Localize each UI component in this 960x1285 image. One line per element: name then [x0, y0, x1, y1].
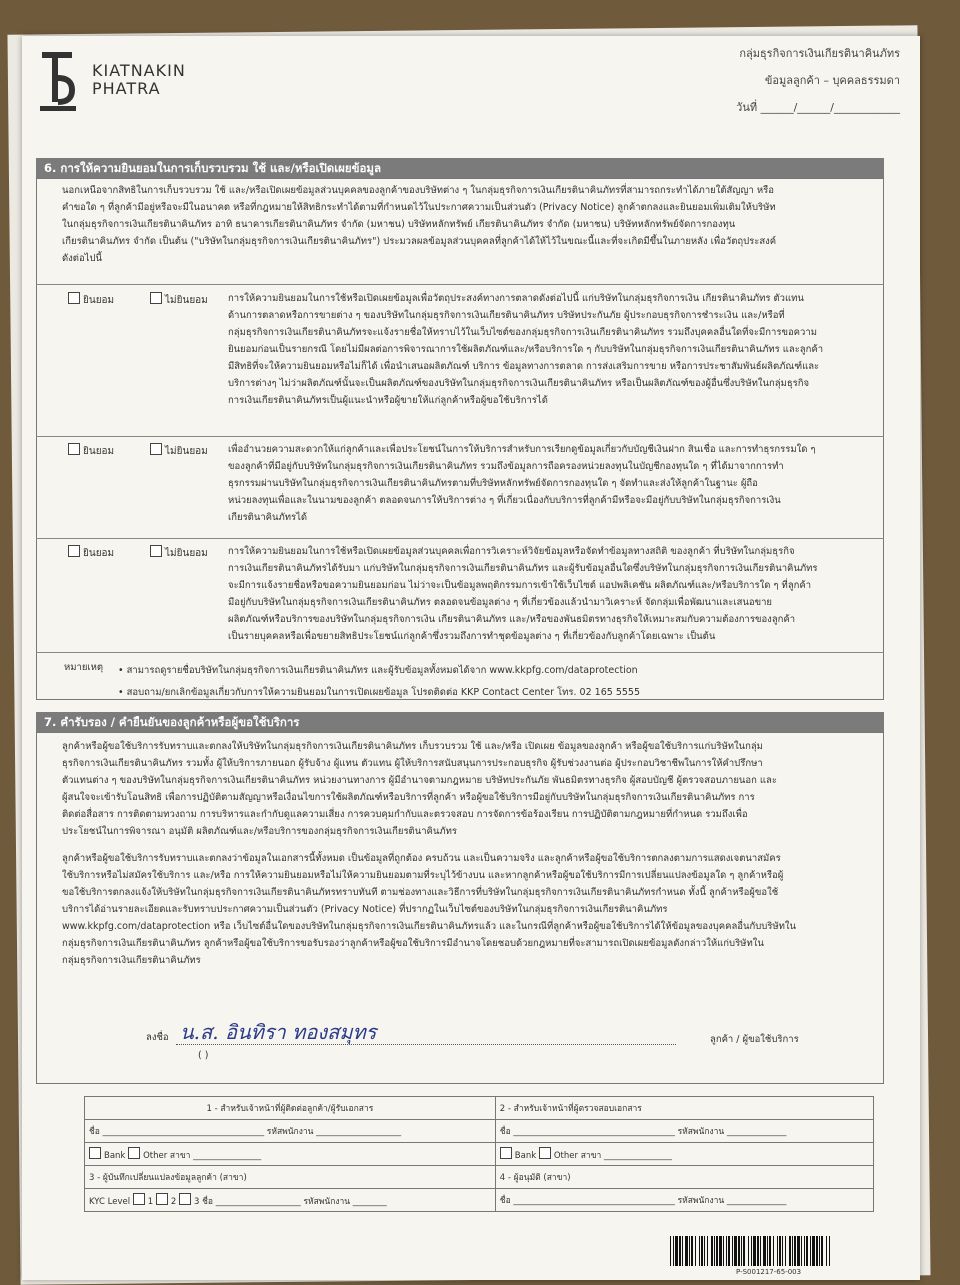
no-consent-option-2[interactable]: ไม่ยินยอม — [150, 443, 208, 459]
remarks: • สามารถดูรายชื่อบริษัทในกลุ่มธุรกิจการเงินเกียรตินาคินภัทร และผู้รับข้อมูลทั้งหมดได้จาก www.kkpfg.com/dataprotection • สอบถาม/ยกเลิกข้อมูลเกี่ยวกับการให้ความยินยอมในการเปิดเผยข้อมูล โปรดติดต่อ KKP Contact Center โทร. 02 165 5555 — [118, 665, 640, 698]
consent-item-1-text: การให้ความยินยอมในการใช้หรือเปิดเผยข้อมูลเพื่อวัตถุประสงค์ทางการตลาดดังต่อไปนี้ แก่บริษัทในกลุ่มธุรกิจการเงิน เกียรตินาคินภัทร ตัวแทน ด้านการตลาดหรือการขายต่าง ๆ ของบริษัทในกลุ่มธุรกิจการเงินเกียรตินาคินภัทร บริษัทประกันภัย ผู้ประกอบธุรกิจการชำระเงิน และ/หรือที่ กลุ่มธุรกิจการเงินเกียรตินาคินภัทรจะแจ้งรายชื่อให้ทราบไว้ในเว็บไซต์ของกลุ่มธุรกิจการเงินเกียรตินาคินภัทร รวมถึงบุคคลอื่นใดที่จะมีการขอความ ยินยอมก่อนเป็นรายกรณี โดยไม่มีผลต่อการพิจารณาการใช้ผลิตภัณฑ์และ/หรือบริการใด ๆ กับบริษัทในกลุ่มธุรกิจการเงินเกียรตินาคินภัทร และลูกค้า มีสิทธิที่จะให้ความยินยอมหรือไม่ก็ได้ เพื่อนำเสนอผลิตภัณฑ์ บริการ ข้อมูลทางการตลาด การส่งเสริมการขาย หรือการประชาสัมพันธ์ผลิตภัณฑ์และ บริการต่างๆ ไม่ว่าผลิตภัณฑ์นั้นจะเป็นผลิตภัณฑ์ของบริษัทในกลุ่มธุรกิจการเงินเกียรตินาคินภัทร หรือเป็นผลิตภัณฑ์ของผู้อื่นซึ่งบริษัทในกลุ่มธุรกิจ การเงินเกียรตินาคินภัทรเป็นผู้แนะนำหรือผู้ขายให้แก่ลูกค้าหรือผู้ขอใช้บริการได้ — [228, 293, 824, 406]
bank-checkbox[interactable] — [500, 1147, 512, 1159]
no-consent-checkbox-3[interactable] — [150, 545, 162, 557]
divider — [36, 284, 884, 285]
remark-label: หมายเหตุ — [64, 662, 104, 673]
box4-title: 4 - ผู้อนุมัติ (สาขา) — [495, 1166, 873, 1189]
divider — [36, 436, 884, 437]
section7-para2: ลูกค้าหรือผู้ขอใช้บริการรับทราบและตกลงว่าข้อมูลในเอกสารนี้ทั้งหมด เป็นข้อมูลที่ถูกต้อง ครบถ้วน และเป็นความจริง และลูกค้าหรือผู้ขอใช้บริการตกลงตามการแสดงเจตนาสมัคร ใช้บริการหรือไม่สมัครใช้บริการ และ/หรือ การให้ความยินยอมหรือไม่ให้ความยินยอมตามที่ระบุไว้ข้างบน และหากลูกค้าหรือผู้ขอใช้บริการมีการเปลี่ยนแปลงข้อมูลใด ๆ ลูกค้าหรือผู้ ขอใช้บริการตกลงแจ้งให้บริษัทในกลุ่มธุรกิจการเงินเกียรตินาคินภัทรทราบทันที ตามช่องทางและวิธีการที่บริษัทในกลุ่มธุรกิจการเงินเกียรตินาคินภัทรกำหนด ทั้งนี้ ลูกค้าหรือผู้ขอใช้ บริการได้อ่านรายละเอียดและรับทราบประกาศความเป็นส่วนตัว (Privacy Notice) ที่ปรากฏในเว็บไซต์ของบริษัทในกลุ่มธุรกิจการเงินเกียรตินาคินภัทร www.kkpfg.com/dataprotection หรือ เว็บไซต์อื่นใดของบริษัทในกลุ่มธุรกิจการเงินเกียรตินาคินภัทรแล้ว และในกรณีที่ลูกค้าหรือผู้ขอใช้บริการได้ให้ข้อมูลของบุคคลอื่นกับบริษัทใน กลุ่มธุรกิจการเงินเกียรตินาคินภัทร ลูกค้าหรือผู้ขอใช้บริการขอรับรองว่าลูกค้าหรือผู้ขอใช้บริการมีอำนาจโดยชอบด้วยกฎหมายที่จะสามารถเปิดเผยข้อมูลดังกล่าวให้แก่บริษัทใน กลุ่มธุรกิจการเงินเกียรตินาคินภัทร — [62, 853, 797, 966]
consent-item-3-text: การให้ความยินยอมในการใช้หรือเปิดเผยข้อมูลส่วนบุคคลเพื่อการวิเคราะห์วิจัยข้อมูลหรือจัดทำข้อมูลทางสถิติ ของลูกค้า ที่บริษัทในกลุ่มธุรกิจ การเงินเกียรตินาคินภัทรได้รับมา แก่บริษัทในกลุ่มธุรกิจการเงินเกียรตินาคินภัทร และผู้รับข้อมูลอื่นใดซึ่งบริษัทในกลุ่มธุรกิจการเงินเกียรตินาคินภัทร จะมีการแจ้งรายชื่อหรือขอความยินยอมก่อน ไม่ว่าจะเป็นข้อมูลพฤติกรรมการเข้าใช้เว็บไซต์ แอปพลิเคชัน ผลิตภัณฑ์และ/หรือบริการใด ๆ ที่ลูกค้า มีอยู่กับบริษัทในกลุ่มธุรกิจการเงินเกียรตินาคินภัทร ตลอดจนข้อมูลต่าง ๆ ที่เกี่ยวข้องแล้วนำมาวิเคราะห์ จัดกลุ่มเพื่อพัฒนาและเสนอขาย ผลิตภัณฑ์หรือบริการของบริษัทในกลุ่มธุรกิจการเงิน เกียรตินาคินภัทร และ/หรือของพันธมิตรทางธุรกิจให้เหมาะสมกับความต้องการของลูกค้า เป็นรายบุคคลหรือเพื่อขยายสิทธิประโยชน์แก่ลูกค้าซึ่งรวมถึงการทำชุดข้อมูลต่าง ๆ ที่เกี่ยวข้องกับลูกค้าโดยเฉพาะ เป็นต้น — [228, 546, 818, 642]
consent-option-3[interactable]: ยินยอม — [68, 545, 114, 561]
no-consent-option-3[interactable]: ไม่ยินยอม — [150, 545, 208, 561]
divider — [36, 538, 884, 539]
group-name: กลุ่มธุรกิจการเงินเกียรตินาคินภัทร — [739, 47, 900, 60]
section7-para1: ลูกค้าหรือผู้ขอใช้บริการรับทราบและตกลงให้บริษัทในกลุ่มธุรกิจการเงินเกียรตินาคินภัทร เก็บรวบรวม ใช้ และ/หรือ เปิดเผย ข้อมูลของลูกค้า หรือผู้ขอใช้บริการแก่บริษัทในกลุ่ม ธุรกิจการเงินเกียรตินาคินภัทร รวมทั้ง ผู้ให้บริการภายนอก ผู้รับจ้าง ผู้แทน ตัวแทน ผู้ให้บริการสนับสนุนการประกอบธุรกิจ ผู้รับช่วงงานต่อ ผู้ประกอบวิชาชีพในการให้คำปรึกษา ตัวแทนต่าง ๆ ของบริษัทในกลุ่มธุรกิจการเงินเกียรตินาคินภัทร หน่วยงานทางการ ผู้มีอำนาจตามกฎหมาย บริษัทประกันภัย พันธมิตรทางธุรกิจ ผู้สอบบัญชี ผู้ตรวจสอบภายนอก และ ผู้สนใจจะเข้ารับโอนสิทธิ เพื่อการปฏิบัติตามสัญญาหรือเงื่อนไขการใช้ผลิตภัณฑ์หรือบริการที่ลูกค้า หรือผู้ขอใช้บริการมีอยู่กับบริษัทในกลุ่มธุรกิจการเงินเกียรตินาคินภัทร การ ติดต่อสื่อสาร การติดตามทวงถาม การบริหารและกำกับดูแลความเสี่ยง การควบคุมกำกับและตรวจสอบ การจัดการข้อร้องเรียน การปฏิบัติตามกฎหมายที่กำหนด รวมถึงเพื่อ ประโยชน์ในการพิจารณา อนุมัติ ผลิตภัณฑ์และ/หรือบริการของกลุ่มธุรกิจการเงินเกียรตินาคินภัทร — [62, 741, 777, 837]
bank-checkbox[interactable] — [89, 1147, 101, 1159]
no-consent-option-1[interactable]: ไม่ยินยอม — [150, 292, 208, 308]
date-field: วันที่ ______/______/____________ — [736, 101, 900, 114]
consent-item-2-text: เพื่ออำนวยความสะดวกให้แก่ลูกค้าและเพื่อประโยชน์ในการให้บริการสำหรับการเรียกดูข้อมูลเกี่ยวกับบัญชีเงินฝาก สินเชื่อ และการทำธุรกรรมใด ๆ ของลูกค้าที่มีอยู่กับบริษัทในกลุ่มธุรกิจการเงินเกียรตินาคินภัทร รวมถึงข้อมูลการถือครองหน่วยลงทุนในบัญชีกองทุนใด ๆ ที่ได้มาจากการทำ ธุรกรรมผ่านบริษัทในกลุ่มธุรกิจการเงินเกียรตินาคินภัทรตามที่บริษัทหลักทรัพย์จัดการกองทุนใด ๆ จัดทำและส่งให้ลูกค้าในฐานะ ผู้ถือ หน่วยลงทุนเพื่อและในนามของลูกค้า ตลอดจนการให้บริการต่าง ๆ ที่เกี่ยวเนื่องกับบริการที่ลูกค้ามีหรือจะมีอยู่กับบริษัทในกลุ่มธุรกิจการเงิน เกียรตินาคินภัทรได้ — [228, 444, 816, 523]
signer-role: ลูกค้า / ผู้ขอใช้บริการ — [710, 1034, 799, 1045]
consent-checkbox-1[interactable] — [68, 292, 80, 304]
box3-title: 3 - ผู้บันทึกเปลี่ยนแปลงข้อมูลลูกค้า (สาขา) — [85, 1166, 496, 1189]
box4-name-row[interactable]: ชื่อ ______________________________________ รหัสพนักงาน ______________ — [495, 1189, 873, 1212]
customer-signature: น.ส. อินทิรา ทองสมุทร — [180, 1020, 377, 1044]
box1-bank-row[interactable]: Bank Other สาขา ________________ — [85, 1143, 496, 1166]
barcode-icon — [670, 1236, 830, 1266]
kkp-logo-mark-icon — [38, 50, 80, 114]
section6-title: 6. การให้ความยินยอมในการเก็บรวบรวม ใช้ และ/หรือเปิดเผยข้อมูล — [36, 158, 884, 178]
sign-label: ลงชื่อ — [146, 1032, 169, 1043]
no-consent-checkbox-1[interactable] — [150, 292, 162, 304]
no-consent-checkbox-2[interactable] — [150, 443, 162, 455]
document-type: ข้อมูลลูกค้า – บุคคลธรรมดา — [764, 74, 900, 87]
logo-line2: PHATRA — [92, 79, 161, 98]
box2-title: 2 - สำหรับเจ้าหน้าที่ผู้ตรวจสอบเอกสาร — [495, 1097, 873, 1120]
header-info — [736, 40, 900, 121]
logo-line1: KIATNAKIN — [92, 61, 186, 80]
consent-checkbox-3[interactable] — [68, 545, 80, 557]
kyc-level-2-checkbox[interactable] — [156, 1193, 168, 1205]
barcode-number: P-S001217-65-003 — [736, 1268, 802, 1276]
name-parentheses: ( ) — [198, 1050, 209, 1061]
box3-kyc-row[interactable]: KYC Level 1 2 3 ชื่อ ____________________ รหัสพนักงาน ________ — [85, 1189, 496, 1212]
section7-title: 7. คำรับรอง / คำยืนยันของลูกค้าหรือผู้ขอใช้บริการ — [36, 712, 884, 732]
signature-line — [176, 1044, 676, 1045]
box1-name-row[interactable]: ชื่อ ______________________________________ รหัสพนักงาน ____________________ — [85, 1120, 496, 1143]
box1-title: 1 - สำหรับเจ้าหน้าที่ผู้ติดต่อลูกค้า/ผู้รับเอกสาร — [85, 1097, 496, 1120]
kyc-level-3-checkbox[interactable] — [179, 1193, 191, 1205]
logo-wordmark — [92, 62, 186, 98]
box2-name-row[interactable]: ชื่อ ______________________________________ รหัสพนักงาน ______________ — [495, 1120, 873, 1143]
consent-option-1[interactable]: ยินยอม — [68, 292, 114, 308]
divider — [36, 652, 884, 653]
kyc-level-1-checkbox[interactable] — [133, 1193, 145, 1205]
other-branch-checkbox[interactable] — [539, 1147, 551, 1159]
consent-checkbox-2[interactable] — [68, 443, 80, 455]
other-branch-checkbox[interactable] — [128, 1147, 140, 1159]
box2-bank-row[interactable]: Bank Other สาขา ________________ — [495, 1143, 873, 1166]
section6-intro: นอกเหนือจากสิทธิในการเก็บรวบรวม ใช้ และ/หรือเปิดเผยข้อมูลส่วนบุคคลของลูกค้าของบริษัทต่าง ๆ ในกลุ่มธุรกิจการเงินเกียรตินาคินภัทรที่สามารถกระทำได้ภายใต้สัญญา หรือ คำขอใด ๆ ที่ลูกค้ามีอยู่หรือจะมีในอนาคต หรือที่กฎหมายให้สิทธิกระทำได้ตามที่กำหนดไว้ในประกาศความเป็นส่วนตัว (Privacy Notice) ลูกค้าตกลงและยินยอมเพิ่มเติมให้บริษัท ในกลุ่มธุรกิจการเงินเกียรตินาคินภัทร อาทิ ธนาคารเกียรตินาคินภัทร จำกัด (มหาชน) บริษัทหลักทรัพย์ เกียรตินาคินภัทร จำกัด (มหาชน) บริษัทหลักทรัพย์จัดการกองทุน เกียรตินาคินภัทร จำกัด เป็นต้น ("บริษัทในกลุ่มธุรกิจการเงินเกียรตินาคินภัทร") ประมวลผลข้อมูลส่วนบุคคลที่ลูกค้าได้ให้ไว้ในขณะนี้และที่จะเกิดมีขึ้นในภายหลัง เพื่อวัตถุประสงค์ ดังต่อไปนี้ — [62, 185, 777, 264]
officer-table — [84, 1096, 874, 1212]
consent-option-2[interactable]: ยินยอม — [68, 443, 114, 459]
